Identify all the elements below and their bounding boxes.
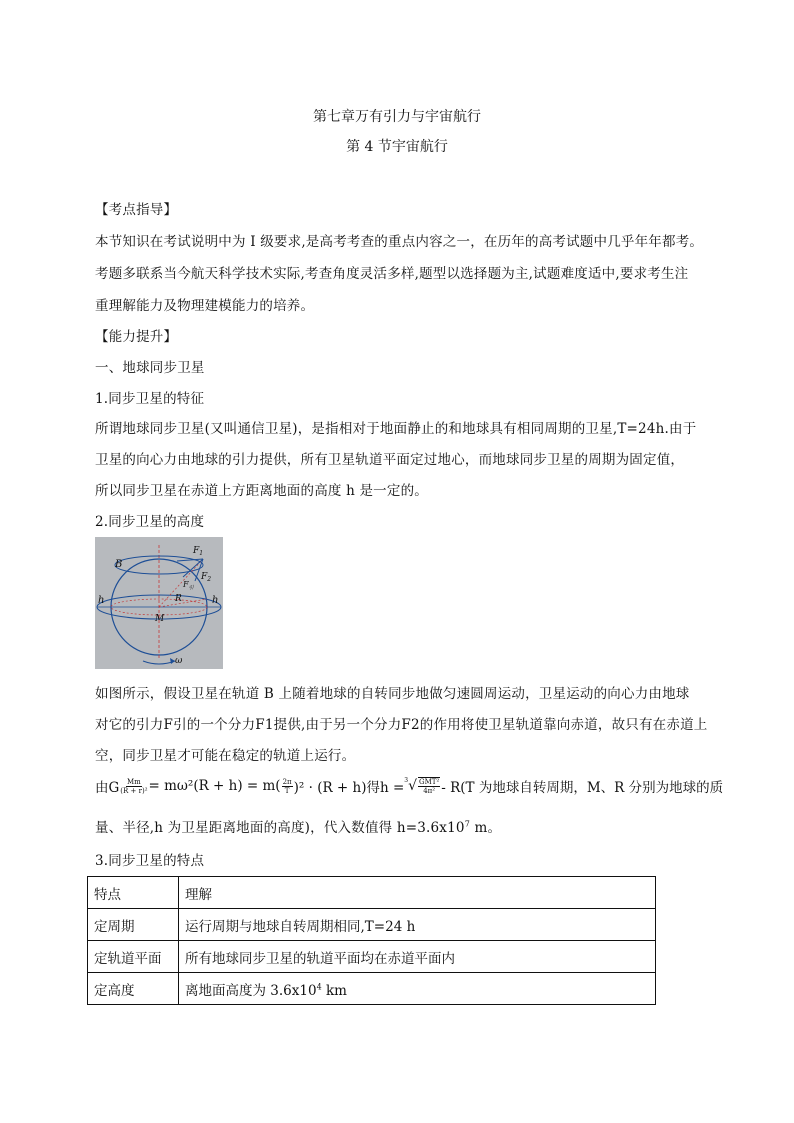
sub2-line-2: 对它的引力F引的一个分力F1提供,由于另一个分力F2的作用将使卫星轨道靠向赤道，故只有在赤道上 [95, 717, 708, 733]
sub2-line-3: 空，同步卫星才可能在稳定的轨道上运行。 [95, 748, 356, 764]
guide-line-1: 本节知识在考试说明中为 I 级要求,是高考考查的重点内容之一，在历年的高考试题中几乎年年都考。 [95, 234, 704, 250]
label-f-yin: $F_引$ [183, 580, 194, 591]
label-f2: $F_2$ [201, 572, 212, 583]
table-cell: 定周期 [88, 909, 179, 941]
table-row [88, 909, 656, 941]
features-table [87, 876, 656, 1005]
label-h-right: h [212, 595, 219, 606]
fraction-gravity: $\frac{Mm}{\text{(R + r)²}}$ [120, 777, 148, 795]
label-h-left: h [98, 595, 105, 606]
table-cell: 定轨道平面 [88, 941, 179, 973]
table-cell: 所有地球同步卫星的轨道平面均在赤道平面内 [179, 941, 656, 973]
sub1-line-1: 所谓地球同步卫星(又叫通信卫星)，是指相对于地面静止的和地球具有相同周期的卫星,T=24h.由于 [95, 421, 697, 437]
guide-heading: 【考点指导】 [95, 202, 178, 218]
table-cell: 离地面高度为 $3.6x10^4$ km [179, 973, 656, 1005]
sub2-title: 2.同步卫星的高度 [95, 514, 205, 530]
orbit-figure [95, 537, 223, 669]
table-cell: 运行周期与地球自转周期相同,T=24 h [179, 909, 656, 941]
guide-line-2: 考题多联系当今航天科学技术实际,考查角度灵活多样,题型以选择题为主,试题难度适中,要求考生注 [95, 266, 689, 282]
label-m: M [155, 614, 165, 624]
label-f1: $F_1$ [193, 546, 204, 557]
sub3-title: 3.同步卫星的特点 [95, 853, 205, 869]
sub1-title: 1.同步卫星的特征 [95, 391, 205, 407]
sub1-line-2: 卫星的向心力由地球的引力提供，所有卫星轨道平面定过地心，而地球同步卫星的周期为固定值， [95, 452, 685, 468]
sub2-line-1: 如图所示，假设卫星在轨道 B 上随着地球的自转同步地做匀速圆周运动，卫星运动的向心力由地球 [95, 686, 690, 702]
orbit-diagram [95, 537, 223, 669]
part1-title: 一、地球同步卫星 [95, 360, 205, 376]
table-cell: 定高度 [88, 973, 179, 1005]
table-header-cell: 特点 [88, 877, 179, 909]
chapter-title: 第七章万有引力与宇宙航行 [313, 109, 481, 125]
formula-line-2: 量、半径,h 为卫星距离地面的高度)，代入数值得 $h=3.6x10^7$ m。 [95, 819, 502, 836]
table-row [88, 973, 656, 1005]
ability-heading: 【能力提升】 [95, 329, 178, 345]
table-header-row [88, 877, 656, 909]
section-title: 第 4 节宇宙航行 [346, 139, 448, 155]
guide-line-3: 重理解能力及物理建模能力的培养。 [95, 298, 315, 314]
table-row [88, 941, 656, 973]
table-header-cell: 理解 [179, 877, 656, 909]
fraction-omega: $\frac{2\pi}{T}$ [282, 777, 292, 795]
label-omega: ω [175, 656, 183, 666]
fraction-root: $\frac{\text{GMT²}}{\text{4π²}}$ [419, 778, 440, 795]
label-r: R [175, 594, 182, 604]
sub1-line-3: 所以同步卫星在赤道上方距离地面的高度 h 是一定的。 [95, 483, 428, 499]
height-formula: 由G $\frac{Mm}{\text{(R + r)²}}$ = mω²(R + h) = m( $\frac{2\pi}{T}$ )² · (R + h)得h = 3 √ $\frac{\text{GMT²}}{\text{4π²}}$ - R(T 为地球自转周期，M、R 分别为地球的质 [95, 776, 724, 796]
label-b: B [115, 559, 123, 570]
